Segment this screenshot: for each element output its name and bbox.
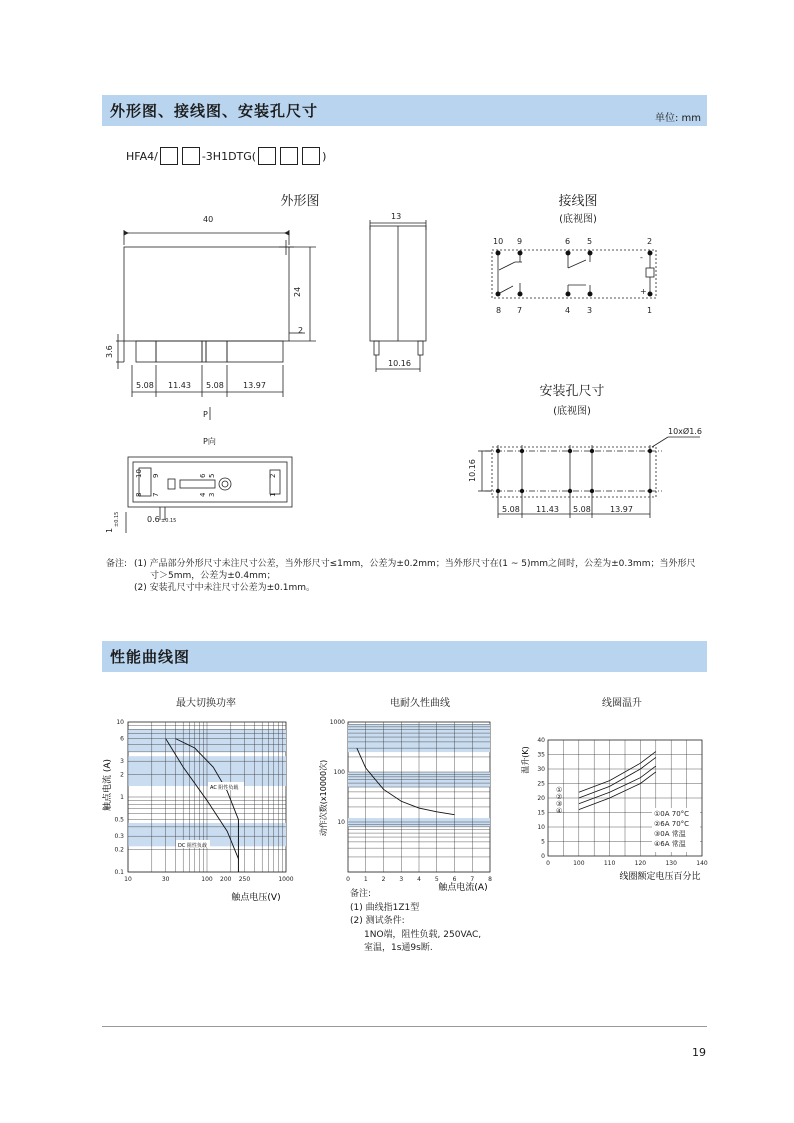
wiring-subtitle: (底视图) [559,214,597,225]
temp-chart [520,737,708,882]
wiring-title: 接线图 [558,194,598,209]
power-xtick: 250 [238,876,251,883]
pview-pin-2: 2 [269,473,277,478]
temp-ytick: 0 [541,853,545,860]
pview-pin-5: 5 [208,473,216,478]
mount-pitch-4: 13.97 [610,505,633,514]
power-ytick: 2 [120,771,124,779]
temp-marker-4: ④ [556,807,563,815]
life-xtick: 1 [363,876,368,883]
power-ytick: 0.2 [114,846,124,854]
dim-pin-offset: 2 [298,326,304,335]
life-note-0: 备注: [350,889,372,899]
pitch-2: 11.43 [168,381,191,390]
dim-pin-span: 10.16 [388,359,411,368]
wiring-pin-1: 1 [647,306,653,315]
outline-front-view [116,230,316,420]
model-middle: -3H1DTG( [201,149,257,163]
ac-label: AC 阻性负载 [210,785,239,791]
pview-pin-10: 10 [135,469,143,478]
mount-pitch-3: 5.08 [573,505,591,514]
power-ytick: 0.5 [114,816,124,824]
wiring-pin-6: 6 [565,237,571,246]
temp-marker-2: ② [556,793,563,801]
temp-xtick: 130 [665,860,677,867]
temp-yticks [537,737,545,860]
section-title: 外形图、接线图、安装孔尺寸 [110,102,319,120]
power-ytick: 0.1 [114,869,124,876]
temp-ytick: 10 [537,824,545,831]
coil-minus: - [640,253,643,262]
notes-label: 备注: [106,559,128,569]
power-chart [101,719,294,903]
life-yticks [330,719,345,826]
wiring-pin-5: 5 [587,237,593,246]
section-title: 性能曲线图 [110,648,191,666]
power-xticks [124,876,294,883]
dim-height: 24 [293,286,302,297]
pview-pin-3: 3 [208,492,216,497]
p-view-label: P向 [203,437,216,446]
model-suffix: ) [322,149,327,163]
temp-ytick: 5 [541,838,545,846]
power-xtick: 1000 [278,876,294,883]
temp-ytick: 25 [537,780,545,788]
wiring-pin-9: 9 [517,237,523,246]
unit-label: 单位: mm [654,113,701,124]
life-note-4: 室温，1s通9s断. [364,943,433,953]
temp-xticks [546,860,708,867]
power-xtick: 200 [220,876,232,883]
temp-ytick: 15 [537,809,545,817]
power-xtick: 10 [124,876,132,883]
note-line-1: (1) 产品部分外形尺寸未注尺寸公差，当外形尺寸≤1mm，公差为±0.2mm；当外形尺寸在(1 ~ 5)mm之间时，公差为±0.3mm；当外形尺 [134,559,696,569]
life-chart [318,719,492,893]
temp-legend-2: ②6A 70°C [654,820,690,828]
life-ytick: 1000 [329,719,345,726]
wiring-pins [496,251,653,297]
life-note-2: (2) 测试条件: [350,916,405,926]
p-tol: ±0.15 [161,518,177,524]
pview-pin-6: 6 [199,473,207,478]
wiring-contacts [498,253,654,294]
chart-power-title: 最大切换功率 [176,698,236,709]
mount-pitch-1: 5.08 [502,505,520,514]
mounting-title: 安装孔尺寸 [539,384,605,399]
temp-xlabel: 线圈额定电压百分比 [619,872,701,882]
mount-v-dim: 10.16 [468,459,477,482]
temp-legend-3: ③0A 常温 [654,830,686,838]
pview-pin-7: 7 [152,492,160,497]
temp-marker-1: ① [556,786,563,794]
mounting-subtitle: (底视图) [553,406,591,417]
temp-legend-4: ④6A 常温 [654,840,686,848]
section-header-curves [102,641,707,672]
wiring-diagram [492,250,656,298]
power-ytick: 3 [120,758,124,766]
pitch-3: 5.08 [206,381,224,390]
note-line-2: (2) 安装孔尺寸中未注尺寸公差为±0.1mm。 [134,583,315,593]
power-ytick: 10 [116,719,124,726]
chart-life-title: 电耐久性曲线 [390,698,450,709]
note-line-1b: 寸＞5mm，公差为±0.4mm； [150,571,276,581]
temp-xtick: 110 [603,860,616,867]
wiring-pin-4: 4 [565,306,571,315]
power-ytick: 0.3 [114,833,124,841]
power-grid [128,722,286,872]
footer-divider [102,1026,707,1027]
life-xtick: 0 [346,876,350,883]
pview-pin-4: 4 [199,492,207,497]
life-note-1: (1) 曲线指1Z1型 [350,902,420,913]
life-xtick: 8 [488,876,492,883]
temp-ylabel: 温升(K) [521,746,530,774]
temp-xtick-origin: 0 [546,860,550,867]
chart-temp-title: 线圈温升 [602,698,642,709]
temp-marker-3: ③ [556,800,563,808]
p-mark: P [203,410,208,419]
pview-pin-8: 8 [135,492,143,497]
life-notes [350,888,481,956]
temp-xtick: 100 [573,860,585,867]
power-ytick: 1 [120,794,124,801]
life-xtick: 3 [399,876,404,883]
dim-pin-len: 3.6 [105,345,114,358]
life-note-3: 1NO端，阻性负载, 250VAC, [364,929,482,940]
life-xticks [346,876,492,883]
coil-plus: + [640,287,647,296]
dim-width: 40 [203,215,214,224]
dc-label: DC 阻性负载 [178,843,207,849]
dim-depth: 13 [391,212,402,221]
life-xtick: 7 [470,876,475,883]
power-xlabel: 触点电压(V) [231,893,281,903]
p-dim: 0.6 [147,515,160,524]
wiring-pin-7: 7 [517,306,523,315]
power-ytick: 6 [120,735,124,743]
temp-xtick: 120 [634,860,647,867]
power-yticks [114,719,124,876]
temp-ytick: 30 [537,766,545,773]
outline-title: 外形图 [280,194,320,209]
temp-xtick: 140 [696,860,708,867]
power-xtick: 30 [161,876,170,883]
temp-ytick: 20 [537,795,545,802]
mounting-hole-dots [496,449,652,493]
life-ylabel: 动作次数(x10000次) [319,759,328,837]
wiring-pin-3: 3 [587,306,593,315]
temp-ytick: 40 [537,737,545,744]
wiring-pin-2: 2 [647,237,653,246]
pitch-4: 13.97 [243,381,266,390]
holes-label: 10xØ1.6 [668,427,702,436]
pitch-1: 5.08 [136,381,154,390]
pview-pin-1: 1 [269,492,277,497]
pview-pin-9: 9 [152,473,160,478]
model-prefix: HFA4/ [126,149,158,163]
life-ytick: 100 [333,769,345,776]
life-xtick: 2 [381,876,386,883]
temp-ytick: 35 [537,751,545,759]
life-xtick: 4 [417,876,421,883]
temp-legend-1: ①0A 70°C [654,810,690,818]
side-dim: 1 [105,527,114,533]
life-ytick: 10 [337,819,345,826]
page-number: 19 [692,1046,706,1059]
life-xtick: 6 [452,876,457,883]
side-tol: ±0.15 [114,511,120,527]
outline-side-view [370,220,426,372]
life-xlabel: 触点电流(A) [438,883,488,893]
power-xtick: 100 [201,876,213,883]
life-xtick: 5 [434,876,439,883]
wiring-pin-10: 10 [493,237,504,246]
mount-pitch-2: 11.43 [536,505,559,514]
power-ylabel: 触点电流 (A) [103,758,113,812]
wiring-pin-8: 8 [496,306,502,315]
